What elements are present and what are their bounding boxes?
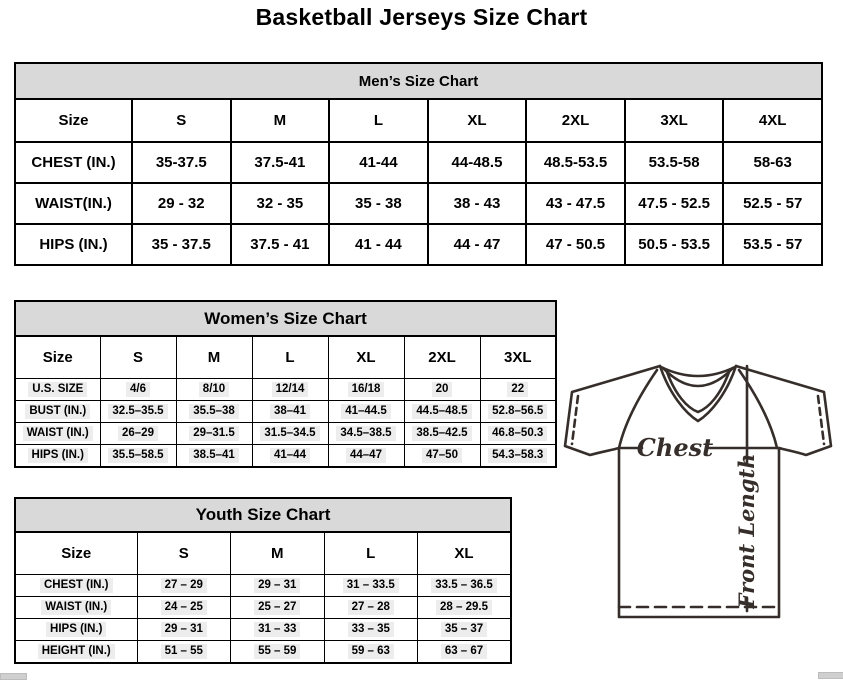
womens-cell: 44.5–48.5 <box>404 401 480 423</box>
youth-col-header: XL <box>418 532 512 575</box>
left-cuff-dashed-line <box>572 396 578 444</box>
youth-cell: 59 – 63 <box>324 641 418 664</box>
womens-bust-row <box>15 401 556 423</box>
front-length-label: Front Length <box>734 453 759 609</box>
womens-row-label: HIPS (IN.) <box>15 445 100 468</box>
youth-row-label: HEIGHT (IN.) <box>15 641 137 664</box>
mens-cell: 47.5 - 52.5 <box>625 183 724 224</box>
youth-col-header: M <box>231 532 325 575</box>
womens-cell: 44–47 <box>328 445 404 468</box>
mens-cell: 50.5 - 53.5 <box>625 224 724 265</box>
mens-size-chart <box>14 62 823 266</box>
mens-cell: 44 - 47 <box>428 224 527 265</box>
womens-row-label: WAIST (IN.) <box>15 423 100 445</box>
youth-cell: 29 – 31 <box>231 575 325 597</box>
mens-cell: 35-37.5 <box>132 142 231 183</box>
youth-col-header: S <box>137 532 231 575</box>
mens-cell: 44-48.5 <box>428 142 527 183</box>
youth-chart-title: Youth Size Chart <box>15 498 511 532</box>
womens-col-header: L <box>252 336 328 379</box>
youth-row-label: HIPS (IN.) <box>15 619 137 641</box>
womens-cell: 38.5–42.5 <box>404 423 480 445</box>
womens-cell: 41–44 <box>252 445 328 468</box>
jersey-measurement-diagram <box>557 358 839 622</box>
youth-cell: 55 – 59 <box>231 641 325 664</box>
mens-cell: 35 - 37.5 <box>132 224 231 265</box>
womens-cell: 22 <box>480 379 556 401</box>
womens-row-label: U.S. SIZE <box>15 379 100 401</box>
womens-chart-title: Women’s Size Chart <box>15 301 556 336</box>
womens-cell: 26–29 <box>100 423 176 445</box>
right-sleeve-seam <box>739 370 777 448</box>
scrollbar-fragment-right[interactable] <box>818 672 843 679</box>
youth-cell: 33.5 – 36.5 <box>418 575 512 597</box>
youth-cell: 28 – 29.5 <box>418 597 512 619</box>
mens-cell: 37.5-41 <box>231 142 330 183</box>
womens-cell: 34.5–38.5 <box>328 423 404 445</box>
mens-cell: 53.5-58 <box>625 142 724 183</box>
youth-cell: 29 – 31 <box>137 619 231 641</box>
chest-label: Chest <box>636 433 714 462</box>
mens-col-header: 2XL <box>526 99 625 142</box>
womens-cell: 8/10 <box>176 379 252 401</box>
womens-ussize-row <box>15 379 556 401</box>
womens-col-header: M <box>176 336 252 379</box>
womens-row-label: BUST (IN.) <box>15 401 100 423</box>
womens-cell: 52.8–56.5 <box>480 401 556 423</box>
womens-col-header: 2XL <box>404 336 480 379</box>
mens-cell: 41 - 44 <box>329 224 428 265</box>
womens-cell: 46.8–50.3 <box>480 423 556 445</box>
womens-size-chart <box>14 300 557 468</box>
youth-cell: 27 – 28 <box>324 597 418 619</box>
mens-col-header-size: Size <box>15 99 132 142</box>
mens-cell: 53.5 - 57 <box>723 224 822 265</box>
mens-col-header: L <box>329 99 428 142</box>
womens-cell: 35.5–38 <box>176 401 252 423</box>
mens-col-header: 4XL <box>723 99 822 142</box>
womens-cell: 38.5–41 <box>176 445 252 468</box>
youth-cell: 35 – 37 <box>418 619 512 641</box>
youth-hips-row <box>15 619 511 641</box>
mens-row-label: HIPS (IN.) <box>15 224 132 265</box>
youth-cell: 31 – 33 <box>231 619 325 641</box>
womens-cell: 20 <box>404 379 480 401</box>
mens-cell: 47 - 50.5 <box>526 224 625 265</box>
mens-hips-row <box>15 224 822 265</box>
mens-col-header: 3XL <box>625 99 724 142</box>
page-title: Basketball Jerseys Size Chart <box>255 4 588 30</box>
mens-cell: 35 - 38 <box>329 183 428 224</box>
mens-row-label: WAIST(IN.) <box>15 183 132 224</box>
youth-cell: 51 – 55 <box>137 641 231 664</box>
womens-col-header-size: Size <box>15 336 100 379</box>
youth-cell: 25 – 27 <box>231 597 325 619</box>
womens-cell: 41–44.5 <box>328 401 404 423</box>
youth-waist-row <box>15 597 511 619</box>
womens-cell: 31.5–34.5 <box>252 423 328 445</box>
womens-cell: 35.5–58.5 <box>100 445 176 468</box>
mens-col-header: XL <box>428 99 527 142</box>
mens-chest-row <box>15 142 822 183</box>
youth-cell: 33 – 35 <box>324 619 418 641</box>
womens-col-header: XL <box>328 336 404 379</box>
youth-cell: 31 – 33.5 <box>324 575 418 597</box>
womens-cell: 12/14 <box>252 379 328 401</box>
mens-cell: 41-44 <box>329 142 428 183</box>
mens-col-header: S <box>132 99 231 142</box>
mens-waist-row <box>15 183 822 224</box>
youth-size-chart <box>14 497 512 664</box>
youth-col-header: L <box>324 532 418 575</box>
mens-cell: 52.5 - 57 <box>723 183 822 224</box>
youth-chest-row <box>15 575 511 597</box>
youth-row-label: CHEST (IN.) <box>15 575 137 597</box>
womens-cell: 16/18 <box>328 379 404 401</box>
mens-cell: 29 - 32 <box>132 183 231 224</box>
jersey-outline <box>565 366 831 617</box>
womens-cell: 54.3–58.3 <box>480 445 556 468</box>
mens-cell: 38 - 43 <box>428 183 527 224</box>
youth-cell: 27 – 29 <box>137 575 231 597</box>
youth-row-label: WAIST (IN.) <box>15 597 137 619</box>
womens-cell: 4/6 <box>100 379 176 401</box>
right-cuff-dashed-line <box>818 396 824 444</box>
womens-hips-row <box>15 445 556 468</box>
womens-cell: 38–41 <box>252 401 328 423</box>
womens-col-header: S <box>100 336 176 379</box>
youth-cell: 63 – 67 <box>418 641 512 664</box>
mens-cell: 32 - 35 <box>231 183 330 224</box>
womens-cell: 29–31.5 <box>176 423 252 445</box>
youth-col-header-size: Size <box>15 532 137 575</box>
mens-cell: 48.5-53.5 <box>526 142 625 183</box>
mens-col-header: M <box>231 99 330 142</box>
youth-cell: 24 – 25 <box>137 597 231 619</box>
mens-cell: 43 - 47.5 <box>526 183 625 224</box>
mens-cell: 37.5 - 41 <box>231 224 330 265</box>
mens-chart-title: Men’s Size Chart <box>15 63 822 99</box>
womens-waist-row <box>15 423 556 445</box>
mens-cell: 58-63 <box>723 142 822 183</box>
womens-cell: 47–50 <box>404 445 480 468</box>
womens-cell: 32.5–35.5 <box>100 401 176 423</box>
womens-col-header: 3XL <box>480 336 556 379</box>
mens-row-label: CHEST (IN.) <box>15 142 132 183</box>
youth-height-row <box>15 641 511 664</box>
